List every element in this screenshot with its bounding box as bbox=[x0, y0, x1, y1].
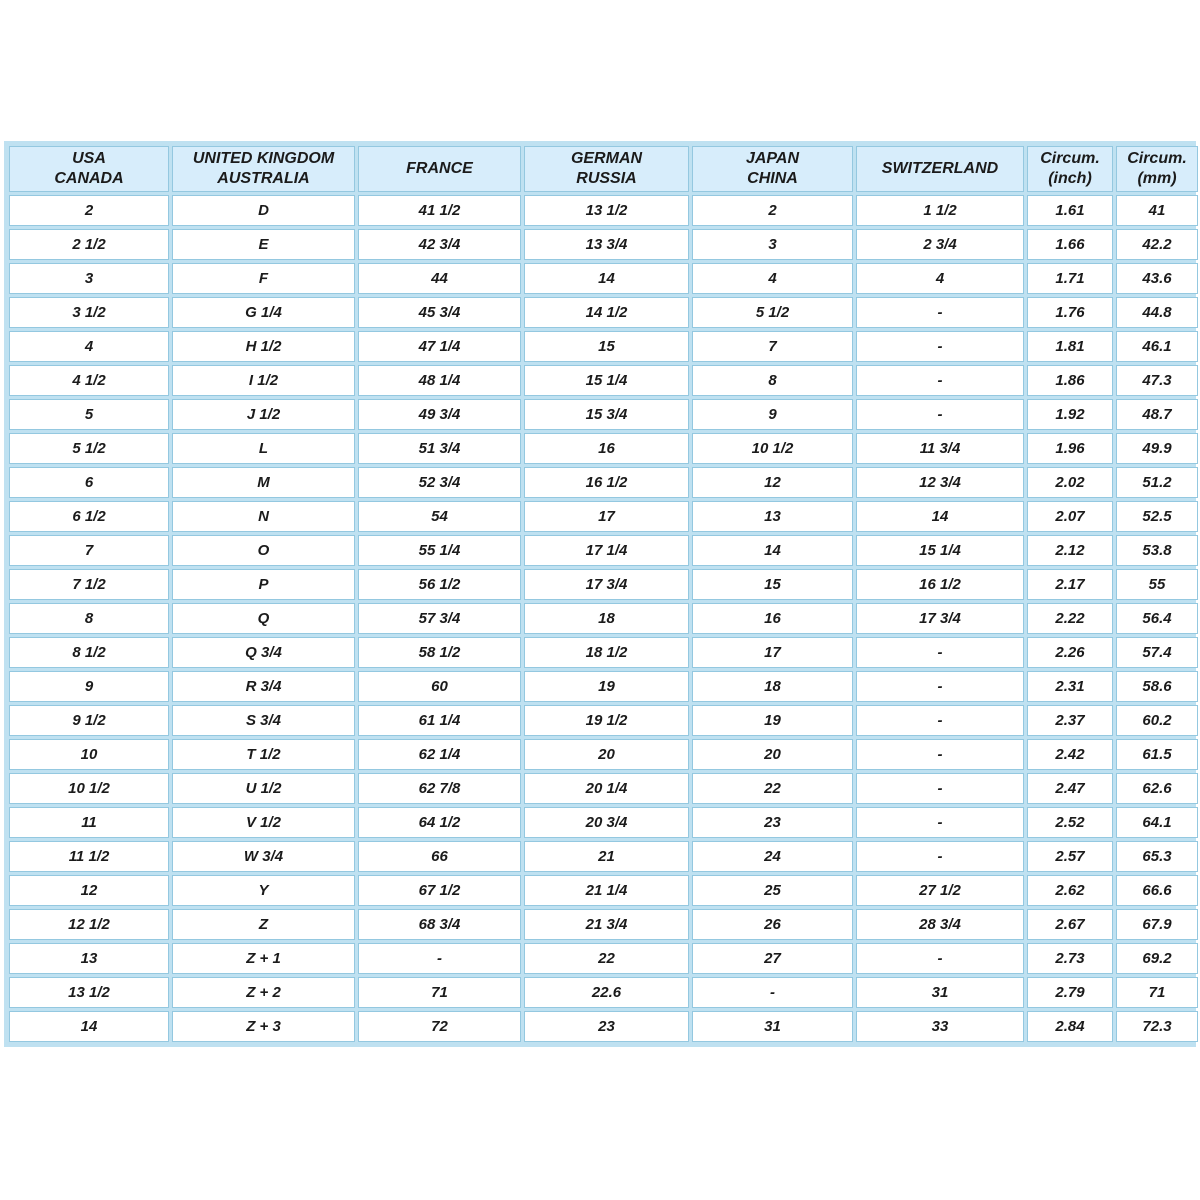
table-cell: S 3/4 bbox=[172, 705, 355, 736]
column-header bbox=[856, 146, 1024, 192]
table-cell: 2 bbox=[692, 195, 853, 226]
table-cell: 61.5 bbox=[1116, 739, 1198, 770]
table-cell: 1.96 bbox=[1027, 433, 1113, 464]
table-cell: 6 1/2 bbox=[9, 501, 169, 532]
ring-size-conversion-table-wrap bbox=[4, 141, 1196, 1047]
table-cell: 20 bbox=[524, 739, 689, 770]
table-cell: D bbox=[172, 195, 355, 226]
table-cell: 23 bbox=[692, 807, 853, 838]
column-header-line: AUSTRALIA bbox=[217, 170, 310, 187]
table-cell: 62 7/8 bbox=[358, 773, 521, 804]
table-cell: 71 bbox=[1116, 977, 1198, 1008]
table-cell: 2.37 bbox=[1027, 705, 1113, 736]
table-cell: - bbox=[856, 841, 1024, 872]
table-cell: L bbox=[172, 433, 355, 464]
column-header-line: (inch) bbox=[1048, 170, 1092, 187]
table-cell: 13 1/2 bbox=[524, 195, 689, 226]
table-cell: 10 1/2 bbox=[9, 773, 169, 804]
table-cell: 18 1/2 bbox=[524, 637, 689, 668]
table-cell: 41 bbox=[1116, 195, 1198, 226]
table-cell: 54 bbox=[358, 501, 521, 532]
table-cell: J 1/2 bbox=[172, 399, 355, 430]
table-cell: 14 bbox=[856, 501, 1024, 532]
table-cell: 47.3 bbox=[1116, 365, 1198, 396]
table-cell: 72.3 bbox=[1116, 1011, 1198, 1042]
table-cell: Q bbox=[172, 603, 355, 634]
table-cell: U 1/2 bbox=[172, 773, 355, 804]
table-cell: 64.1 bbox=[1116, 807, 1198, 838]
table-cell: 19 1/2 bbox=[524, 705, 689, 736]
table-cell: 2.42 bbox=[1027, 739, 1113, 770]
table-row bbox=[9, 739, 1198, 770]
table-cell: 65.3 bbox=[1116, 841, 1198, 872]
table-cell: 9 bbox=[9, 671, 169, 702]
table-cell: 2.73 bbox=[1027, 943, 1113, 974]
table-cell: - bbox=[856, 637, 1024, 668]
table-cell: - bbox=[358, 943, 521, 974]
table-cell: 44.8 bbox=[1116, 297, 1198, 328]
table-row bbox=[9, 229, 1198, 260]
table-cell: 6 bbox=[9, 467, 169, 498]
table-cell: - bbox=[856, 297, 1024, 328]
table-cell: 26 bbox=[692, 909, 853, 940]
table-cell: 17 bbox=[524, 501, 689, 532]
table-cell: 20 bbox=[692, 739, 853, 770]
table-row bbox=[9, 331, 1198, 362]
table-cell: 17 bbox=[692, 637, 853, 668]
table-cell: 53.8 bbox=[1116, 535, 1198, 566]
column-header-line: (mm) bbox=[1137, 170, 1177, 187]
table-row bbox=[9, 841, 1198, 872]
table-row bbox=[9, 637, 1198, 668]
table-cell: 68 3/4 bbox=[358, 909, 521, 940]
table-cell: 16 bbox=[524, 433, 689, 464]
table-cell: - bbox=[856, 365, 1024, 396]
table-cell: 13 1/2 bbox=[9, 977, 169, 1008]
table-cell: 48.7 bbox=[1116, 399, 1198, 430]
table-cell: 1.61 bbox=[1027, 195, 1113, 226]
table-cell: F bbox=[172, 263, 355, 294]
table-cell: 5 1/2 bbox=[692, 297, 853, 328]
table-row bbox=[9, 1011, 1198, 1042]
table-cell: 16 bbox=[692, 603, 853, 634]
table-cell: - bbox=[692, 977, 853, 1008]
table-cell: Z + 2 bbox=[172, 977, 355, 1008]
table-cell: - bbox=[856, 739, 1024, 770]
table-cell: 2 1/2 bbox=[9, 229, 169, 260]
column-header bbox=[1027, 146, 1113, 192]
table-cell: 17 1/4 bbox=[524, 535, 689, 566]
column-header bbox=[172, 146, 355, 192]
table-cell: 1.81 bbox=[1027, 331, 1113, 362]
table-cell: 4 bbox=[9, 331, 169, 362]
table-cell: 55 bbox=[1116, 569, 1198, 600]
table-cell: 27 bbox=[692, 943, 853, 974]
table-cell: 52 3/4 bbox=[358, 467, 521, 498]
table-cell: 4 1/2 bbox=[9, 365, 169, 396]
table-cell: 1.71 bbox=[1027, 263, 1113, 294]
table-cell: 66.6 bbox=[1116, 875, 1198, 906]
table-cell: G 1/4 bbox=[172, 297, 355, 328]
table-header-row bbox=[9, 146, 1198, 192]
table-cell: 57.4 bbox=[1116, 637, 1198, 668]
table-cell: 19 bbox=[524, 671, 689, 702]
table-cell: 56.4 bbox=[1116, 603, 1198, 634]
table-cell: 21 bbox=[524, 841, 689, 872]
table-cell: 22 bbox=[524, 943, 689, 974]
table-row bbox=[9, 807, 1198, 838]
table-row bbox=[9, 263, 1198, 294]
table-cell: 13 bbox=[692, 501, 853, 532]
table-cell: 57 3/4 bbox=[358, 603, 521, 634]
table-cell: 2.52 bbox=[1027, 807, 1113, 838]
table-cell: 52.5 bbox=[1116, 501, 1198, 532]
table-cell: 60.2 bbox=[1116, 705, 1198, 736]
column-header bbox=[1116, 146, 1198, 192]
column-header-line: UNITED KINGDOM bbox=[192, 150, 335, 167]
table-cell: 11 3/4 bbox=[856, 433, 1024, 464]
table-row bbox=[9, 501, 1198, 532]
table-row bbox=[9, 569, 1198, 600]
table-cell: 4 bbox=[692, 263, 853, 294]
table-row bbox=[9, 705, 1198, 736]
column-header-line: SWITZERLAND bbox=[881, 160, 999, 177]
table-cell: V 1/2 bbox=[172, 807, 355, 838]
table-cell: R 3/4 bbox=[172, 671, 355, 702]
table-cell: E bbox=[172, 229, 355, 260]
table-cell: 22.6 bbox=[524, 977, 689, 1008]
table-cell: 58 1/2 bbox=[358, 637, 521, 668]
table-cell: 19 bbox=[692, 705, 853, 736]
table-row bbox=[9, 909, 1198, 940]
table-cell: 15 1/4 bbox=[856, 535, 1024, 566]
table-cell: 18 bbox=[692, 671, 853, 702]
table-row bbox=[9, 467, 1198, 498]
table-cell: Z bbox=[172, 909, 355, 940]
table-cell: - bbox=[856, 331, 1024, 362]
table-cell: - bbox=[856, 943, 1024, 974]
table-cell: 14 bbox=[692, 535, 853, 566]
table-cell: 72 bbox=[358, 1011, 521, 1042]
table-cell: 21 3/4 bbox=[524, 909, 689, 940]
table-cell: 3 bbox=[9, 263, 169, 294]
table-cell: 12 3/4 bbox=[856, 467, 1024, 498]
table-cell: 25 bbox=[692, 875, 853, 906]
column-header bbox=[524, 146, 689, 192]
table-row bbox=[9, 977, 1198, 1008]
table-cell: 55 1/4 bbox=[358, 535, 521, 566]
table-cell: 44 bbox=[358, 263, 521, 294]
table-cell: 48 1/4 bbox=[358, 365, 521, 396]
table-row bbox=[9, 195, 1198, 226]
table-cell: - bbox=[856, 705, 1024, 736]
table-cell: 11 1/2 bbox=[9, 841, 169, 872]
table-cell: 8 1/2 bbox=[9, 637, 169, 668]
table-cell: 2 bbox=[9, 195, 169, 226]
table-row bbox=[9, 399, 1198, 430]
table-cell: Z + 1 bbox=[172, 943, 355, 974]
table-cell: 24 bbox=[692, 841, 853, 872]
table-cell: 17 3/4 bbox=[856, 603, 1024, 634]
table-cell: M bbox=[172, 467, 355, 498]
table-cell: 58.6 bbox=[1116, 671, 1198, 702]
column-header-line: CANADA bbox=[54, 170, 124, 187]
table-cell: 9 bbox=[692, 399, 853, 430]
table-cell: 2 3/4 bbox=[856, 229, 1024, 260]
table-cell: 45 3/4 bbox=[358, 297, 521, 328]
column-header-line: USA bbox=[72, 150, 106, 167]
table-cell: 2.62 bbox=[1027, 875, 1113, 906]
table-cell: 7 bbox=[9, 535, 169, 566]
table-cell: 41 1/2 bbox=[358, 195, 521, 226]
table-cell: 49 3/4 bbox=[358, 399, 521, 430]
table-cell: 33 bbox=[856, 1011, 1024, 1042]
table-cell: 2.84 bbox=[1027, 1011, 1113, 1042]
column-header-line: RUSSIA bbox=[576, 170, 637, 187]
table-header bbox=[9, 146, 1198, 192]
table-cell: 8 bbox=[9, 603, 169, 634]
table-cell: 13 3/4 bbox=[524, 229, 689, 260]
table-row bbox=[9, 365, 1198, 396]
table-row bbox=[9, 297, 1198, 328]
table-cell: - bbox=[856, 671, 1024, 702]
table-cell: 51.2 bbox=[1116, 467, 1198, 498]
table-cell: 11 bbox=[9, 807, 169, 838]
table-cell: Q 3/4 bbox=[172, 637, 355, 668]
table-cell: 16 1/2 bbox=[524, 467, 689, 498]
table-cell: 9 1/2 bbox=[9, 705, 169, 736]
table-cell: W 3/4 bbox=[172, 841, 355, 872]
table-cell: I 1/2 bbox=[172, 365, 355, 396]
table-cell: 67 1/2 bbox=[358, 875, 521, 906]
table-cell: 7 bbox=[692, 331, 853, 362]
table-cell: 17 3/4 bbox=[524, 569, 689, 600]
table-cell: 15 bbox=[524, 331, 689, 362]
table-cell: 42.2 bbox=[1116, 229, 1198, 260]
table-cell: 2.02 bbox=[1027, 467, 1113, 498]
table-cell: 1.66 bbox=[1027, 229, 1113, 260]
table-cell: 21 1/4 bbox=[524, 875, 689, 906]
table-cell: Z + 3 bbox=[172, 1011, 355, 1042]
table-cell: 20 1/4 bbox=[524, 773, 689, 804]
table-cell: Y bbox=[172, 875, 355, 906]
table-cell: 66 bbox=[358, 841, 521, 872]
table-cell: 20 3/4 bbox=[524, 807, 689, 838]
table-row bbox=[9, 433, 1198, 464]
table-cell: 2.57 bbox=[1027, 841, 1113, 872]
table-cell: 62.6 bbox=[1116, 773, 1198, 804]
table-cell: 1.86 bbox=[1027, 365, 1113, 396]
table-cell: 12 bbox=[692, 467, 853, 498]
table-cell: 10 bbox=[9, 739, 169, 770]
table-row bbox=[9, 535, 1198, 566]
table-cell: 5 bbox=[9, 399, 169, 430]
ring-size-conversion-table bbox=[6, 143, 1200, 1045]
table-cell: 10 1/2 bbox=[692, 433, 853, 464]
table-cell: 7 1/2 bbox=[9, 569, 169, 600]
table-row bbox=[9, 875, 1198, 906]
table-cell: 28 3/4 bbox=[856, 909, 1024, 940]
table-cell: - bbox=[856, 399, 1024, 430]
table-row bbox=[9, 603, 1198, 634]
column-header-line: Circum. bbox=[1127, 150, 1187, 167]
table-cell: 43.6 bbox=[1116, 263, 1198, 294]
table-cell: 71 bbox=[358, 977, 521, 1008]
table-cell: 46.1 bbox=[1116, 331, 1198, 362]
table-cell: N bbox=[172, 501, 355, 532]
table-cell: O bbox=[172, 535, 355, 566]
table-cell: 1 1/2 bbox=[856, 195, 1024, 226]
table-cell: 18 bbox=[524, 603, 689, 634]
table-cell: 2.31 bbox=[1027, 671, 1113, 702]
table-cell: 1.76 bbox=[1027, 297, 1113, 328]
table-cell: 23 bbox=[524, 1011, 689, 1042]
table-cell: 27 1/2 bbox=[856, 875, 1024, 906]
table-cell: 31 bbox=[856, 977, 1024, 1008]
column-header bbox=[692, 146, 853, 192]
table-cell: 2.22 bbox=[1027, 603, 1113, 634]
column-header-line: JAPAN bbox=[745, 150, 800, 167]
table-cell: 69.2 bbox=[1116, 943, 1198, 974]
table-cell: 2.67 bbox=[1027, 909, 1113, 940]
column-header-line: FRANCE bbox=[406, 160, 473, 177]
table-cell: 15 bbox=[692, 569, 853, 600]
table-cell: 2.12 bbox=[1027, 535, 1113, 566]
column-header-line: Circum. bbox=[1040, 150, 1100, 167]
table-cell: 8 bbox=[692, 365, 853, 396]
column-header bbox=[358, 146, 521, 192]
table-cell: 14 bbox=[9, 1011, 169, 1042]
table-cell: 42 3/4 bbox=[358, 229, 521, 260]
table-cell: H 1/2 bbox=[172, 331, 355, 362]
table-cell: 67.9 bbox=[1116, 909, 1198, 940]
table-cell: 3 1/2 bbox=[9, 297, 169, 328]
table-cell: 49.9 bbox=[1116, 433, 1198, 464]
table-row bbox=[9, 773, 1198, 804]
table-cell: 47 1/4 bbox=[358, 331, 521, 362]
table-cell: 14 1/2 bbox=[524, 297, 689, 328]
table-cell: 22 bbox=[692, 773, 853, 804]
table-cell: P bbox=[172, 569, 355, 600]
column-header bbox=[9, 146, 169, 192]
table-cell: 2.26 bbox=[1027, 637, 1113, 668]
table-cell: 2.17 bbox=[1027, 569, 1113, 600]
table-cell: 51 3/4 bbox=[358, 433, 521, 464]
table-cell: 4 bbox=[856, 263, 1024, 294]
table-cell: 60 bbox=[358, 671, 521, 702]
table-cell: - bbox=[856, 807, 1024, 838]
table-cell: 5 1/2 bbox=[9, 433, 169, 464]
table-row bbox=[9, 671, 1198, 702]
table-cell: 12 1/2 bbox=[9, 909, 169, 940]
table-cell: 14 bbox=[524, 263, 689, 294]
table-cell: 56 1/2 bbox=[358, 569, 521, 600]
table-cell: 12 bbox=[9, 875, 169, 906]
column-header-line: GERMAN bbox=[570, 150, 643, 167]
table-cell: 3 bbox=[692, 229, 853, 260]
table-cell: 62 1/4 bbox=[358, 739, 521, 770]
table-cell: 15 1/4 bbox=[524, 365, 689, 396]
table-cell: 1.92 bbox=[1027, 399, 1113, 430]
table-cell: - bbox=[856, 773, 1024, 804]
column-header-line: CHINA bbox=[747, 170, 798, 187]
table-row bbox=[9, 943, 1198, 974]
table-body bbox=[9, 195, 1198, 1042]
table-cell: 16 1/2 bbox=[856, 569, 1024, 600]
table-cell: 31 bbox=[692, 1011, 853, 1042]
table-cell: 61 1/4 bbox=[358, 705, 521, 736]
table-cell: 2.79 bbox=[1027, 977, 1113, 1008]
table-cell: 64 1/2 bbox=[358, 807, 521, 838]
table-cell: 13 bbox=[9, 943, 169, 974]
table-cell: 2.47 bbox=[1027, 773, 1113, 804]
table-cell: T 1/2 bbox=[172, 739, 355, 770]
table-cell: 15 3/4 bbox=[524, 399, 689, 430]
table-cell: 2.07 bbox=[1027, 501, 1113, 532]
